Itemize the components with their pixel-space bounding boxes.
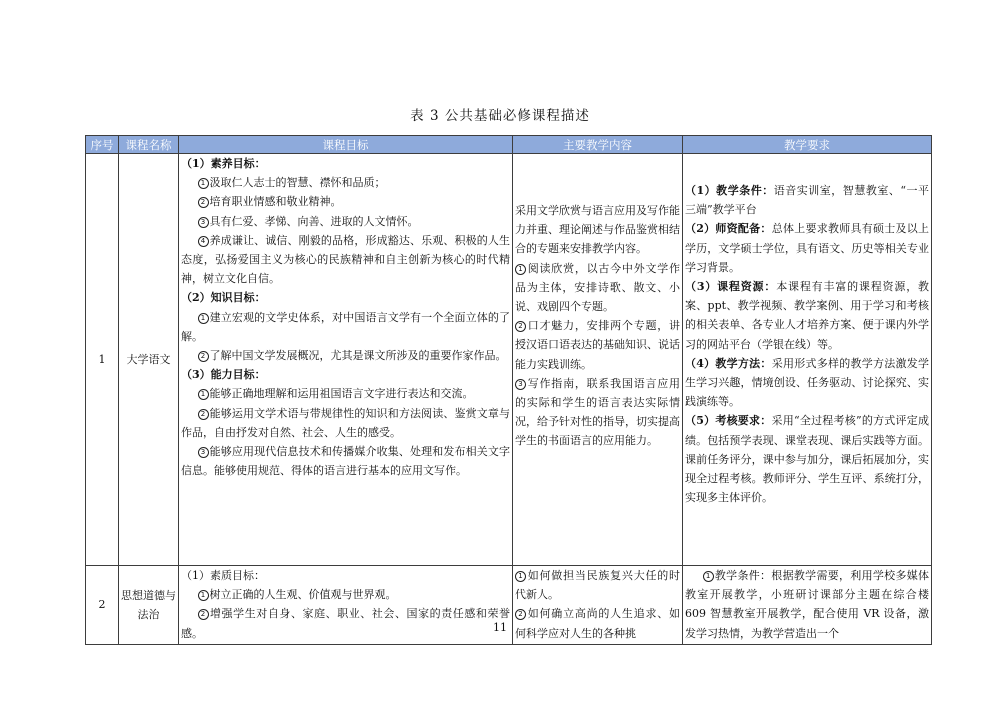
course-name: 思想道德与法治 [119,566,179,645]
goal-heading: （3）能力目标： [181,368,266,382]
content-item: 如何确立高尚的人生追求、如何科学应对人生的各种挑 [515,607,680,640]
content-item: 写作指南，联系我国语言应用的实际和学生的语言表达实际情况，给予针对性的指导，切实提高学生的书面语言的应用能力。 [515,376,680,448]
req-text: 总体上要求教师具有硕士及以上学历，文学硕士学位，具有语文、历史等相关专业学习背景。 [685,222,930,274]
row-number: 1 [86,154,119,566]
circled-number: 1 [515,264,526,275]
circled-number: 2 [515,321,526,332]
content-item: 如何做担当民族复兴大任的时代新人。 [515,569,680,602]
circled-number: 1 [198,590,209,601]
req-text: 语音实训室，智慧教室、“一平三端”教学平台 [685,184,930,217]
circled-number: 4 [198,236,209,247]
circled-number: 1 [515,571,526,582]
goal-item: 增强学生对自身、家庭、职业、社会、国家的责任感和荣誉感。 [181,607,510,640]
circled-number: 2 [198,409,209,420]
course-table [85,135,932,645]
content-intro: 采用文学欣赏与语言应用及写作能力并重、理论阐述与作品鉴赏相结合的专题来安排教学内容。 [515,204,680,256]
circled-number: 3 [198,447,209,458]
page-number: 11 [493,621,507,634]
circled-number: 2 [198,351,209,362]
req-heading: （5）考核要求： [685,414,772,428]
header-req: 教学要求 [683,136,932,154]
goal-item: 能够正确地理解和运用祖国语言文字进行表达和交流。 [209,387,474,401]
goal-item: 具有仁爱、孝悌、向善、进取的人文情怀。 [209,214,419,228]
goal-item: 能够应用现代信息技术和传播媒介收集、处理和发布相关文字信息。能够使用规范、得体的语言进行基本的应用文写作。 [181,445,510,478]
goal-item: 培育职业情感和敬业精神。 [209,195,342,209]
header-no: 序号 [86,136,119,154]
course-content [513,154,683,566]
content-item: 阅读欣赏，以古今中外文学作品为主体，安排诗歌、散文、小说、戏剧四个专题。 [515,261,680,314]
circled-number: 2 [515,609,526,620]
req-heading: （3）课程资源： [685,280,777,294]
content-item: 口才魅力，安排两个专题，讲授汉语口语表达的基础知识、说话能力实践训练。 [515,319,680,371]
circled-number: 3 [515,379,526,390]
header-content: 主要教学内容 [513,136,683,154]
header-goal: 课程目标 [179,136,513,154]
circled-number: 1 [198,178,209,189]
req-text: 教学条件：根据教学需要，利用学校多媒体教室开展教学，小班研讨课部分主题在综合楼 609 智慧教室开展教学，配合使用 VR 设备，激发学习热情，为教学营造出一个 [685,569,929,640]
circled-number: 1 [703,571,714,582]
circled-number: 1 [198,389,209,400]
goal-item: 养成谦让、诚信、刚毅的品格，形成豁达、乐观、积极的人生态度，弘扬爱国主义为核心的民族精神和自主创新为核心的时代精神，树立文化自信。 [181,233,510,286]
goal-item: 能够运用文学术语与带规律性的知识和方法阅读、鉴赏文章与作品，自由抒发对自然、社会、人生的感受。 [181,406,510,439]
req-text: 采用形式多样的教学方法激发学生学习兴趣，情境创设、任务驱动、讨论探究、实践演练等。 [685,356,930,409]
table-row [86,154,932,566]
req-heading: （2）师资配备： [685,222,772,236]
req-text: 本课程有丰富的课程资源，教案、ppt、教学视频、教学案例、用于学习和考核的相关表单、各专业人才培养方案、便于课内外学习的网站平台（学银在线）等。 [685,280,930,351]
goal-item: 建立宏观的文学史体系，对中国语言文学有一个全面立体的了解。 [181,310,510,343]
circled-number: 2 [198,609,209,620]
req-heading: （4）教学方法： [685,356,772,370]
table-title: 表 3 公共基础必修课程描述 [410,108,590,124]
course-requirements [683,154,932,566]
goal-heading: （1）素质目标： [181,569,265,582]
goal-heading: （1）素养目标： [181,157,266,170]
circled-number: 3 [198,217,209,228]
header-name: 课程名称 [119,136,179,154]
goal-item: 汲取仁人志士的智慧、襟怀和品质； [209,176,386,190]
goal-heading: （2）知识目标： [181,291,266,305]
req-text: 采用“全过程考核”的方式评定成绩。包括预学表现、课堂表现、课后实践等方面。课前任务评分，课中参与加分，课后拓展加分，实现全过程考核。教师评分、学生互评、系统打分，实现多主体评价。 [685,414,930,505]
circled-number: 2 [198,197,209,208]
course-goal [179,154,513,566]
course-name: 大学语文 [119,154,179,566]
circled-number: 1 [198,313,209,324]
goal-item: 树立正确的人生观、价值观与世界观。 [209,588,397,602]
req-heading: （1）教学条件： [685,184,774,197]
goal-item: 了解中国文学发展概况，尤其是课文所涉及的重要作家作品。 [209,349,507,363]
header-row [86,136,932,154]
row-number: 2 [86,566,119,645]
